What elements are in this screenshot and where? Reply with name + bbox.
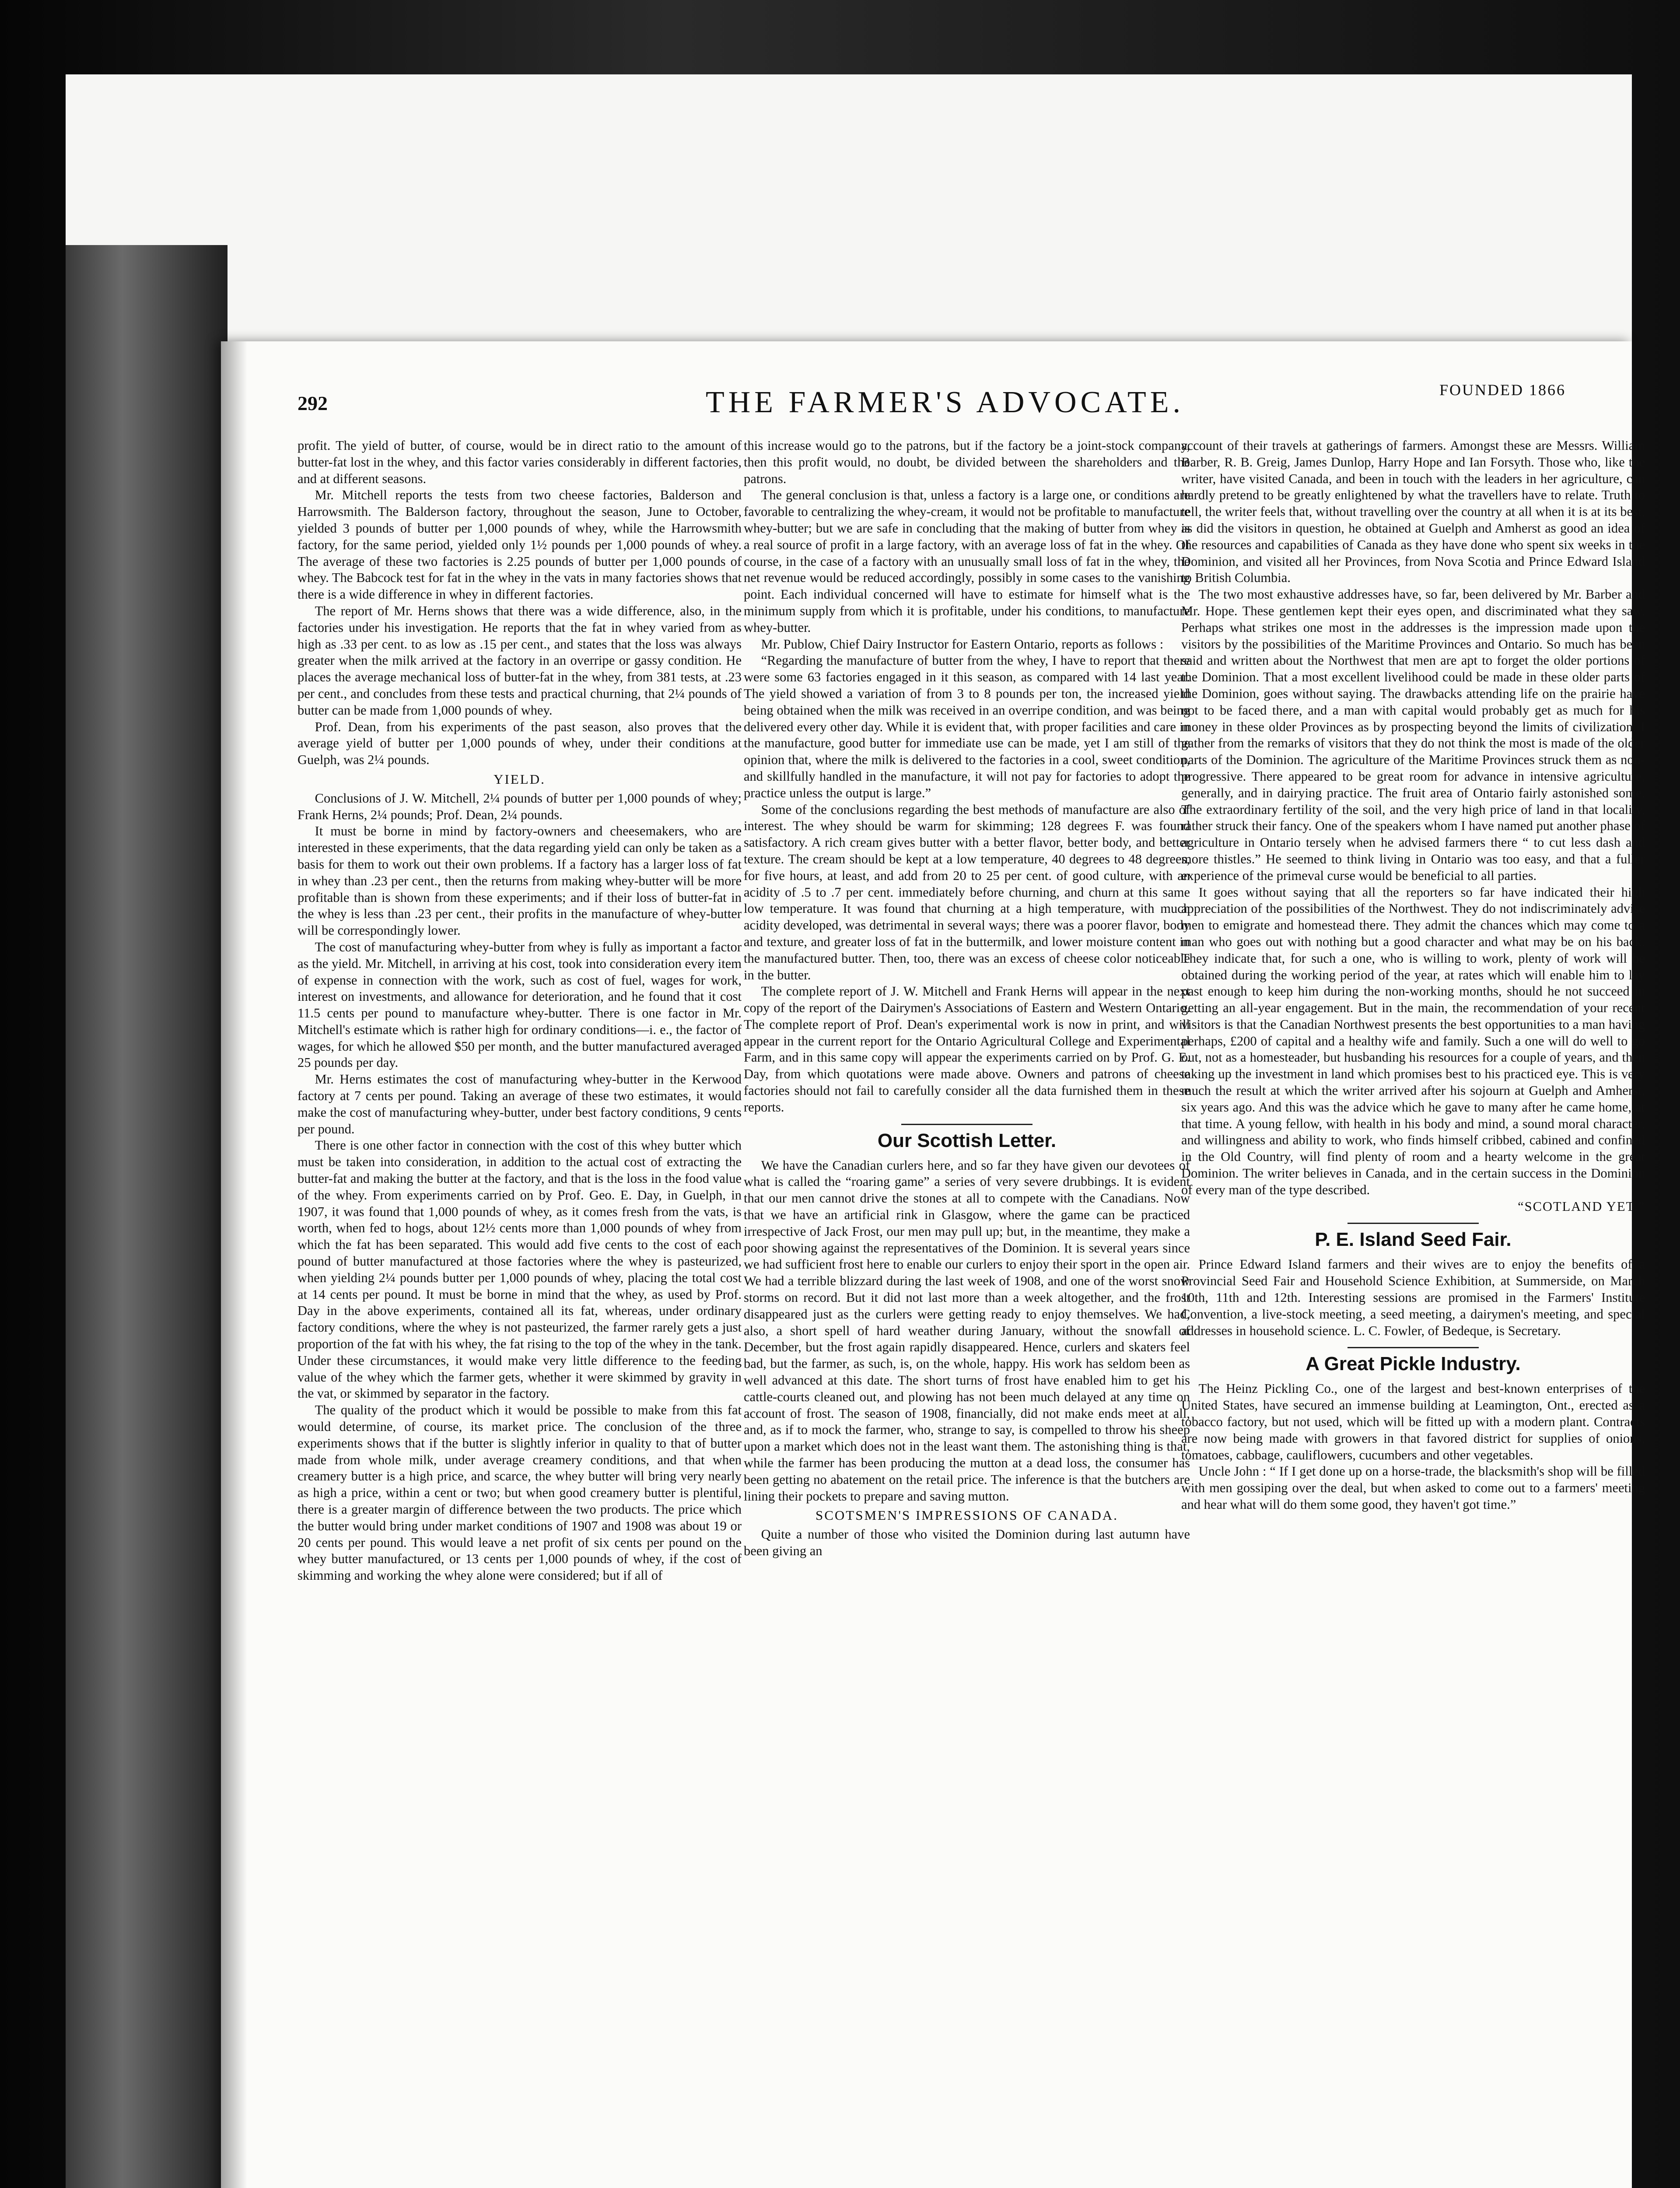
heading-scottish-letter: Our Scottish Letter. xyxy=(877,1129,1057,1151)
paragraph: The general conclusion is that, unless a factory is a large one, or conditions are favorable to centralizing the whey-cream, it would not be profitable to manufacture whey-butter; but we are safe in concluding that the making of butter from whey is a real source of profit in a large factory, with an average loss of fat in the whey. Of course, in the case of a factory with an unusually small loss of fat in the whey, the net revenue would be reduced accordingly, possibly in some cases to the vanishing point. Each individual concerned will have to estimate for himself what is the minimum supply from which it is profitable, under his conditions, to manufacture whey-butter. xyxy=(744,487,1190,635)
paragraph: Mr. Herns estimates the cost of manufacturing whey-butter in the Kerwood factory at 7 cents per pound. Taking an average of these two estimates, it would make the cost of manufacturing whey-butter, under best factory conditions, 9 cents per pound. xyxy=(298,1072,742,1136)
paragraph: There is one other factor in connection with the cost of this whey butter which must be taken into consideration, in addition to the actual cost of extracting the butter-fat and making the butter at the factory, and that is the loss in the food value of the whey. From experiments carried on by Prof. Geo. E. Day, in Guelph, in 1907, it was found that 1,000 pounds of whey, as it comes fresh from the vats, is worth, when fed to hogs, about 12½ cents more than 1,000 pounds of whey from which the fat has been separated. This would add five cents to the cost of each pound of butter manufactured at those factories where the whey is pasteurized, when yielding 2¼ pounds butter per 1,000 pounds of whey, placing the total cost at 14 cents per pound. It must be borne in mind that the whey, as used by Prof. Day in the above experiments, contained all its fat, whereas, under ordinary factory conditions, where the whey is not pasteurized, the farmer rarely gets a just proportion of the fat with his whey, the fat rising to the top of the whey in the tank. Under these circumstances, it would make very little difference to the feeding value of the whey which the farmer gets, whether it were skimmed by gravity in the vat, or skimmed by separator in the factory. xyxy=(298,1138,742,1401)
column-2 xyxy=(744,438,1190,1560)
paragraph: Mr. Publow, Chief Dairy Instructor for Eastern Ontario, reports as follows : xyxy=(761,636,1164,652)
paragraph: Prof. Dean, from his experiments of the past season, also proves that the average yield of butter per 1,000 pounds of whey, under their conditions at Guelph, was 2¼ pounds. xyxy=(298,719,742,768)
paragraph: “Regarding the manufacture of butter from the whey, I have to report that there were some 63 factories engaged in it this season, as compared with 14 last year. The yield showed a variation of from 3 to 8 pounds per ton, the increased yield being obtained when the milk was received in an overripe condition, and was being delivered every other day. While it is evident that, with proper facilities and care in the manufacture, good butter for immediate use can be made, yet I am still of the opinion that, where the milk is delivered to the factories in a cool, sweet condition, and skillfully handled in the manufacture, it will not pay for factories to adopt the practice unless the output is large.” xyxy=(744,653,1190,800)
heading-pei-seed-fair: P. E. Island Seed Fair. xyxy=(1315,1229,1512,1251)
founded-date: FOUNDED 1866 xyxy=(1439,381,1566,399)
heading-pickle-industry: A Great Pickle Industry. xyxy=(1306,1353,1521,1375)
paragraph: We have the Canadian curlers here, and so far they have given our devotees of what is called the “roaring game” a series of very severe drubbings. It is evident that our men cannot drive the stones at all to compete with the Canadians. Now that we have an artificial rink in Glasgow, where the game can be practiced irrespective of Jack Frost, our men may pull up; but, in the meantime, they make a poor showing against the representatives of the Dominion. It is several years since we had sufficient frost here to enable our curlers to enjoy their sport in the open air. We had a terrible blizzard during the last week of 1908, and one of the worst snow storms on record. But it did not last more than a week altogether, and the frost disappeared just as the curlers were getting ready to enjoy themselves. We had, also, a short spell of hard weather during January, without the snowfall of December, but the frost again rapidly disappeared. Hence, curlers and skaters feel bad, but the farmer, as such, is, on the whole, happy. His work has seldom been as well advanced at this date. The short turns of frost have enabled him to get his cattle-courts cleaned out, and plowing has not been much delayed at any time on account of frost. The season of 1908, financially, did not make ends meet at all, and, as if to mock the farmer, who, strange to say, is compelled to throw his sheep upon a market which does not in the least want them. The astonishing thing is that, while the farmer has been producing the mutton at a dead loss, the consumer has been getting no abatement on the retail price. The inference is that the butchers are lining their pockets to prepare and saving mutton. xyxy=(744,1157,1190,1504)
column-1 xyxy=(298,438,742,1584)
paragraph: The two most exhaustive addresses have, so far, been delivered by Mr. Barber and Mr. Hope. These gentlemen kept their eyes open, and discriminated what they saw. Perhaps what strikes one most in the addresses is the impression made upon the visitors by the possibilities of the Maritime Provinces and Ontario. So much has been said and written about the Northwest that men are apt to forget the older portions of the Dominion. That a most excellent livelihood could be made in these older parts of the Dominion, goes without saying. The drawbacks attending life on the prairie have not to be faced there, and a man with capital would probably get as much for his money in these older Provinces as by prospecting beyond the limits of civilization. I gather from the remarks of visitors that they do not think the most is made of the older parts of the Dominion. The agriculture of the Maritime Provinces struck them as non-progressive. There appeared to be great room for advance in intensive agriculture, generally, and in dairying practice. The fruit area of Ontario fairly astonished some. The extraordinary fertility of the soil, and the very high price of land in that locality, rather struck their fancy. One of the speakers whom I have named put another phase of agriculture in Ontario tersely when he advised farmers there “ to cut less dash and more thistles.” He seemed to think living in Ontario was too easy, and that a fuller experience of the primeval curse would be beneficial to all parties. xyxy=(1181,587,1645,883)
section-rule xyxy=(1348,1223,1479,1224)
spine-shadow xyxy=(221,341,247,2188)
paragraph: The quality of the product which it would be possible to make from this fat would determine, of course, its market price. The conclusion of the three experiments shows that if the butter is slightly inferior in quality to that of butter made from whole milk, under average creamery conditions, and that when creamery butter is a high price, and scarce, the whey butter will bring very nearly as high a price, within a cent or two; but when good creamery butter is plentiful, there is a greater margin of difference between the two products. The price which the butter would bring under market conditions of 1907 and 1908 was about 19 or 20 cents per pound. This would leave a net profit of six cents per pound on the whey butter manufactured, or 13 cents per 1,000 pounds of whey, if the cost of skimming and working the whey alone were considered; but if all of xyxy=(298,1403,742,1583)
paragraph: The complete report of J. W. Mitchell and Frank Herns will appear in the next copy of the report of the Dairymen's Associations of Eastern and Western Ontario. The complete report of Prof. Dean's experimental work is now in print, and will appear in the current report for the Ontario Agricultural College and Experimental Farm, and in this same copy will appear the experiments carried on by Prof. G. E. Day, from which quotations were made above. Owners and patrons of cheese factories should not fail to carefully consider all the data furnished them in these reports. xyxy=(744,984,1190,1115)
book-binding xyxy=(66,245,228,2188)
paragraph: Some of the conclusions regarding the best methods of manufacture are also of interest. The whey should be warm for skimming; 128 degrees F. was found satisfactory. A rich cream gives butter with a better flavor, better body, and better texture. The cream should be kept at a low temperature, 40 degrees to 48 degrees, for five hours, at least, and add from 20 to 25 per cent. of good culture, with an acidity of .5 to .7 per cent. immediately before churning, and churn at this same low temperature. It was found that churning at a high temperature, with much acidity developed, was detrimental in several ways; there was a poorer flavor, body and texture, and greater loss of fat in the buttermilk, and lower moisture content in the manufactured butter. Then, too, there was an excess of cheese color noticeable in the butter. xyxy=(744,802,1190,982)
column-3 xyxy=(1181,438,1645,1513)
paragraph: profit. The yield of butter, of course, would be in direct ratio to the amount of butter-fat lost in the whey, and this factor varies considerably in different factories, and at different seasons. xyxy=(298,438,742,486)
paragraph: Uncle John : “ If I get done up on a horse-trade, the blacksmith's shop will be filled with men gossiping over the deal, but when asked to come out to a farmers' meeting and hear what will do them some good, they haven't got time.” xyxy=(1181,1464,1645,1512)
paragraph: this increase would go to the patrons, but if the factory be a joint-stock company, then this profit would, no doubt, be divided between the shareholders and the patrons. xyxy=(744,438,1190,486)
paragraph: The report of Mr. Herns shows that there was a wide difference, also, in the factories under his investigation. He reports that the fat in whey varied from as high as .33 per cent. to as low as .15 per cent., and states that the loss was always greater when the milk arrived at the factory in an overripe or gassy condition. He places the average mechanical loss of butter-fat in the whey, from 381 tests, at .23 per cent., and concludes from these tests and practical churning, that 2¼ pounds of butter can be made from 1,000 pounds of whey. xyxy=(298,603,742,718)
paragraph: The cost of manufacturing whey-butter from whey is fully as important a factor as the yield. Mr. Mitchell, in arriving at his cost, took into consideration every item of expense in connection with the work, such as cost of fuel, wages for work, interest on investments, and allowance for deterioration, and he found that it cost 11.5 cents per pound to manufacture whey-butter. There is one factor in Mr. Mitchell's estimate which is rather high for ordinary conditions—i. e., the factor of wages, for which he allowed $50 per month, and the butter manufactured averaged 25 pounds per day. xyxy=(298,939,742,1070)
masthead-title: THE FARMER'S ADVOCATE. xyxy=(705,386,1185,419)
paragraph: Conclusions of J. W. Mitchell, 2¼ pounds of butter per 1,000 pounds of whey; Frank Herns, 2¼ pounds; Prof. Dean, 2¼ pounds. xyxy=(298,790,742,822)
section-rule xyxy=(901,1124,1032,1125)
paragraph: Mr. Mitchell reports the tests from two cheese factories, Balderson and Harrowsmith. The Balderson factory, throughout the season, June to October, yielded 3 pounds of butter per 1,000 pounds of whey, while the Harrowsmith factory, for the same period, yielded only 1½ pounds per 1,000 pounds of whey. The average of these two factories is 2.25 pounds of butter per 1,000 pounds of whey. The Babcock test for fat in the whey in the vats in many factories shows that there is a wide difference in whey in different factories. xyxy=(298,487,742,602)
signature: “SCOTLAND YET.” xyxy=(1518,1199,1645,1214)
paragraph: Prince Edward Island farmers and their wives are to enjoy the benefits of a Provincial Seed Fair and Household Science Exhibition, at Summerside, on March 10th, 11th and 12th. Interesting sessions are promised in the Farmers' Institute Convention, a live-stock meeting, a seed meeting, a dairymen's meeting, and special addresses in household science. L. C. Fowler, of Bedeque, is Secretary. xyxy=(1181,1257,1645,1338)
paragraph: account of their travels at gatherings of farmers. Amongst these are Messrs. William Barber, R. B. Greig, James Dunlop, Harry Hope and Ian Forsyth. Those who, like the writer, have visited Canada, and been in touch with the leaders in her agriculture, can hardly pretend to be greatly enlightened by what the travellers have to relate. Truth to tell, the writer feels that, without travelling over the country at all when it is at its best, as did the visitors in question, he obtained at Guelph and Amherst as good an idea of the resources and capabilities of Canada as they have done who spent six weeks in the Dominion, and visited all her Provinces, from Nova Scotia and Prince Edward Island to British Columbia. xyxy=(1181,438,1645,586)
subhead-impressions: SCOTSMEN'S IMPRESSIONS OF CANADA. xyxy=(816,1508,1118,1523)
section-rule xyxy=(1348,1347,1479,1348)
paragraph: The Heinz Pickling Co., one of the largest and best-known enterprises of the United States, have secured an immense building at Leamington, Ont., erected as a tobacco factory, but not used, which will be fitted up with a modern plant. Contracts are now being made with growers in that favored district for supplies of onions, tomatoes, cabbage, cauliflowers, cucumbers and other vegetables. xyxy=(1181,1381,1645,1462)
paragraph: It goes without saying that all the reporters so far have indicated their high appreciation of the possibilities of the Northwest. They do not indiscriminately advise men to emigrate and homestead there. They admit the chances which may come to a man who goes out with nothing but a good character and what may be on his back. They indicate that, for such a one, who is willing to work, plenty of work will be obtained during the working period of the year, at rates which will enable him to lay past enough to keep him during the non-working months, should he not succeed in getting an all-year engagement. But in the main, the recommendation of your recent visitors is that the Canadian Northwest presents the best opportunities to a man having perhaps, £200 of capital and a healthy wife and family. Such a one will do well to go out, not as a homesteader, but husbanding his resources for a couple of years, and then taking up the investment in land which promises best to his practiced eye. This is very much the result at which the writer arrived after his sojourn at Guelph and Amherst, six years ago. And this was the advice which he gave to many after he came home, at that time. A young fellow, with health in his body and mind, a sound moral character, and willingness and ability to work, who finds himself cribbed, cabined and confined in the Old Country, will find plenty of room and a hearty welcome in the great Dominion. The writer believes in Canada, and in the certain success in the Dominion of every man of the type described. xyxy=(1181,884,1645,1197)
paragraph: Quite a number of those who visited the Dominion during last autumn have been giving an xyxy=(744,1527,1190,1558)
page-number: 292 xyxy=(298,392,328,414)
paragraph: It must be borne in mind by factory-owners and cheesemakers, who are interested in these experiments, that the data regarding yield can only be taken as a basis for them to work out their own problems. If a factory has a larger loss of fat in whey than .23 per cent., then the returns from making whey-butter will be more profitable than is shown from these experiments; and if their loss of butter-fat in the whey is less than .23 per cent., their profits in the manufacture of whey-butter will be correspondingly lower. xyxy=(298,824,742,938)
subhead-yield: YIELD. xyxy=(494,771,546,787)
